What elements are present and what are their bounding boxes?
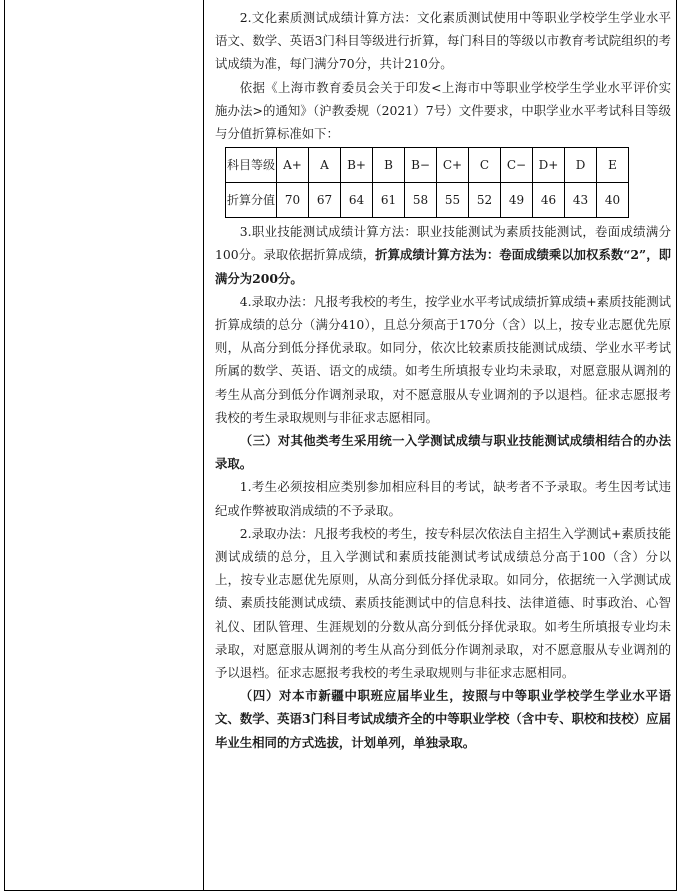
score-cell: 67	[309, 183, 341, 218]
score-cell: 55	[437, 183, 469, 218]
paragraph-exam-requirement: 1.考生必须按相应类别参加相应科目的考试，缺考者不予录取。考生因考试违纪或作弊被取消成绩的不予录取。	[215, 479, 671, 518]
grade-cell: A	[309, 148, 341, 183]
score-cell: 43	[565, 183, 597, 218]
score-cell: 52	[469, 183, 501, 218]
table-row-grades	[226, 148, 629, 183]
grade-conversion-table	[225, 147, 629, 218]
skill-score-text: 3.职业技能测试成绩计算方法：职业技能测试为素质技能测试，卷面成绩满分100分。录取依据折算成绩，	[215, 224, 671, 263]
document-frame	[4, 0, 677, 891]
heading-section-4: （四）对本市新疆中职班应届毕业生，按照与中等职业学校学生学业水平语文、数学、英语3门科目考试成绩齐全的中等职业学校（含中专、职校和技校）应届毕业生相同的方式选拔，计划单列，单独录取。	[215, 688, 671, 750]
score-cell: 46	[533, 183, 565, 218]
paragraph-admission-method: 4.录取办法：凡报考我校的考生，按学业水平考试成绩折算成绩+素质技能测试折算成绩的总分（满分410），且总分须高于170分（含）以上，按专业志愿优先原则，从高分到低分择优录取。如同分，依次比较素质技能测试成绩、学业水平考试所属的数学、英语、语文的成绩。如考生所填报专业均未录取，对愿意服从调剂的考生从高分到低分作调剂录取，对不愿意服从专业调剂的予以退档。征求志愿报考我校的考生录取规则与非征求志愿相同。	[215, 293, 671, 425]
grade-cell: D+	[533, 148, 565, 183]
skill-score-bold-text: 折算成绩计算方法为：卷面成绩乘以加权系数“2”，即满分为200分。	[215, 247, 671, 286]
score-cell: 40	[597, 183, 629, 218]
table-header-score: 折算分值	[226, 183, 277, 218]
grade-cell: D	[565, 148, 597, 183]
grade-cell: C+	[437, 148, 469, 183]
paragraph-culture-score: 2.文化素质测试成绩计算方法：文化素质测试使用中等职业学校学生学业水平语文、数学、英语3门科目等级进行折算，每门科目的等级以市教育考试院组织的考试成绩为准，每门满分70分，共计210分。	[215, 10, 671, 72]
grade-cell: B−	[405, 148, 437, 183]
score-cell: 58	[405, 183, 437, 218]
table-row-scores	[226, 183, 629, 218]
score-cell: 70	[277, 183, 309, 218]
grade-cell: A+	[277, 148, 309, 183]
paragraph-admission-method-2: 2.录取办法：凡报考我校的考生，按专科层次依法自主招生入学测试+素质技能测试成绩的总分，且入学测试和素质技能测试考试成绩总分高于100（含）分以上，按专业志愿优先原则，从高分到低分择优录取。如同分，依据统一入学测试成绩、素质技能测试成绩、素质技能测试中的信息科技、法律道德、时事政治、心智礼仪、团队管理、生涯规划的分数从高分到低分择优录取。如考生所填报专业均未录取，对愿意服从调剂的考生从高分到低分作调剂录取，对不愿意服从专业调剂的予以退档。征求志愿报考我校的考生录取规则与非征求志愿相同。	[215, 525, 671, 681]
content-column	[215, 6, 671, 754]
grade-cell: C	[469, 148, 501, 183]
grade-cell: E	[597, 148, 629, 183]
score-cell: 49	[501, 183, 533, 218]
left-column	[5, 0, 204, 890]
paragraph-basis: 依据《上海市教育委员会关于印发<上海市中等职业学校学生学业水平评价实施办法>的通知》（沪教委规（2021）7号）文件要求，中职学业水平考试科目等级与分值折算标准如下：	[215, 79, 671, 142]
paragraph-skill-score	[215, 220, 671, 290]
grade-cell: B+	[341, 148, 373, 183]
grade-cell: B	[373, 148, 405, 183]
table-header-grade: 科目等级	[226, 148, 277, 183]
grade-cell: C−	[501, 148, 533, 183]
heading-section-3: （三）对其他类考生采用统一入学测试成绩与职业技能测试成绩相结合的办法录取。	[215, 433, 671, 472]
score-cell: 61	[373, 183, 405, 218]
score-cell: 64	[341, 183, 373, 218]
